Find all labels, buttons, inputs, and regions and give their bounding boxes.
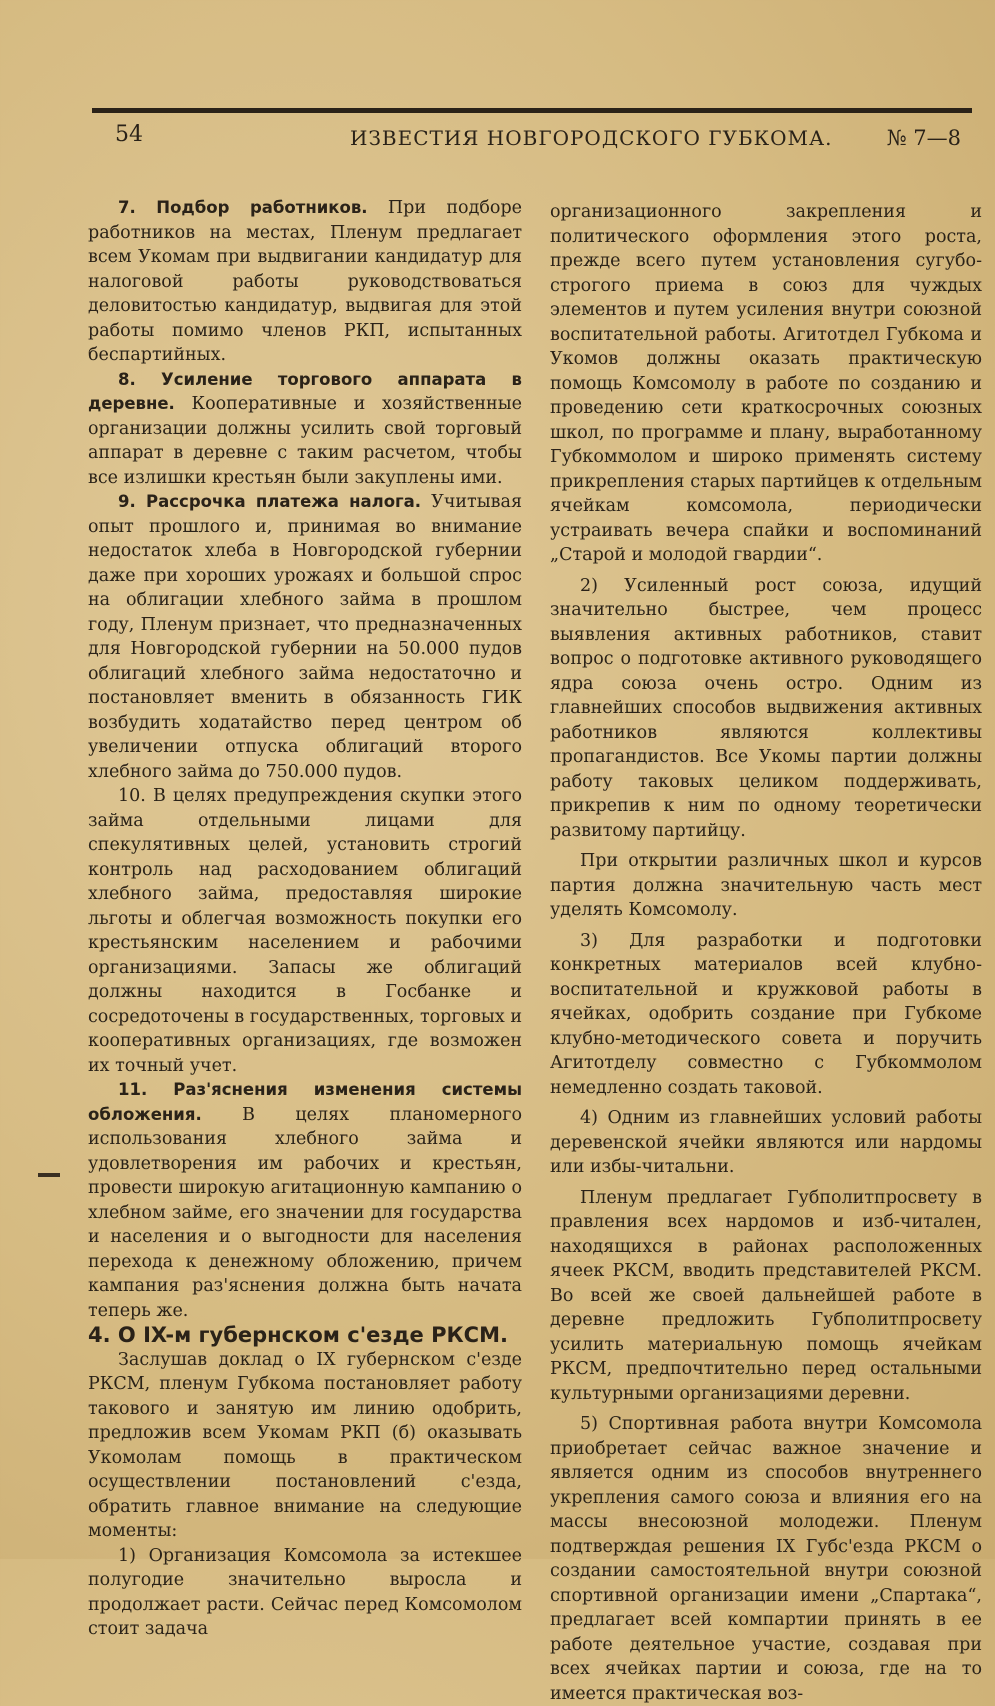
schools-paragraph: При открытии различных школ и курсов партия должна значительную часть мест уделять Комсомолу. (550, 851, 982, 920)
point-2: 2) Усиленный рост союза, идущий значительно быстрее, чем процесс выявления активных работников, ставит вопрос о подготовке активного руководящего ядра союза очень остро. Одним из главнейших способов выдвижения активных работников являются коллективы пропагандистов. Все Укомы партии должны работу таковых целиком поддерживать, прикрепив к ним по одному теоретически развитому партийцу. (550, 575, 982, 841)
margin-mark (38, 1173, 60, 1177)
item-8 (88, 368, 522, 491)
item-8-heading: 8. Усиление торгового аппарата в деревне. (88, 369, 522, 413)
right-column (550, 200, 982, 1706)
header-rule (92, 108, 972, 113)
plenum-paragraph: Пленум предлагает Губполитпросвету в правления всех нардомов и изб-читален, находящихся в районах расположенных ячеек РКСМ, вводить представителей РКСМ. Во всей же своей дальнейшей работе в деревне предложить Губполитпросвету усилить материальную помощь ячейкам РКСМ, предпочтительно перед остальными культурными организациями деревни. (550, 1187, 982, 1404)
item-11-text: В целях планомерного использования хлебного займа и удовлетворения им рабочих и крестьян, провести широкую агитационную кампанию о хлебном займе, его значении для государства и населения и о выгодности для населения перехода к денежному обложению, причем кампания раз'яснения должна быть начата теперь же. (88, 1104, 522, 1321)
item-10 (88, 784, 522, 1078)
point-4: 4) Одним из главнейших условий работы деревенской ячейки являются или нардомы или избы-читальни. (550, 1108, 982, 1177)
item-10-text: В целях предупреждения скупки этого займа отдельными лицами для спекулятивных целей, установить строгий контроль над расходованием облигаций хлебного займа, предоставляя широкие льготы и облегчая возможность покупки его крестьянским населением и рабочими организациями. Запасы же облигаций должны находится в Госбанке и сосредоточены в государственных, торговых и кооперативных организациях, где возможен их точный учет. (88, 786, 522, 1076)
item-8-text: Кооперативные и хозяйственные организации должны усилить свой торговый аппарат в деревне с таким расчетом, чтобы все излишки крестьян были закуплены ими. (88, 394, 522, 488)
item-7 (88, 196, 522, 368)
point-3: 3) Для разработки и подготовки конкретных материалов всей клубно-воспитательной и кружковой работы в ячейках, одобрить создание при Губкоме клубно-методического совета и поручить Агитотделу совместно с Губкоммолом немедленно создать таковой. (550, 930, 982, 1098)
item-10-heading: 10. (118, 786, 146, 806)
item-11 (88, 1078, 522, 1323)
left-column (88, 196, 522, 1642)
item-11-heading: 11. Раз'яснения изменения системы обложения. (88, 1080, 522, 1124)
item-9-text: Учитывая опыт прошлого и, принимая во внимание недостаток хлеба в Новгородской губернии даже при хороших урожаях и большой спрос на облигации хлебного займа в прошлом году, Пленум признает, что предназначенных для Новгородской губернии на 50.000 пудов облигаций хлебного займа недостаточно и постановляет вменить в обязанность ГИК возбудить ходатайство перед центром об увеличении отпуска облигаций второго хлебного займа до 750.000 пудов. (88, 492, 522, 782)
page-number: 54 (115, 122, 143, 147)
item-7-text: При подборе работников на местах, Пленум предлагает всем Укомам при выдвигании кандидатур для налоговой работы руководствоваться деловитостью кандидатур, выдвигая для этой работы помимо членов РКП, испытанных беспартийных. (88, 198, 522, 365)
section-4-intro: Заслушав доклад о IX губернском с'езде РКСМ, пленум Губкома постановляет работу такового и занятую им линию одобрить, предложив всем Укомам РКП (б) оказывать Укомолам помощь в практическом осуществлении постановлений с'езда, обратить главное внимание на следующие моменты: (88, 1349, 522, 1541)
section-4-heading: 4. О IX-м губернском с'езде РКСМ. (88, 1323, 508, 1347)
journal-title: ИЗВЕСТИЯ НОВГОРОДСКОГО ГУБКОМА. (350, 126, 833, 150)
issue-number: № 7—8 (886, 126, 961, 150)
section-4-point-1: 1) Организация Комсомола за истекшее полугодие значительно выросла и продолжает расти. Сейчас перед Комсомолом стоит задача (88, 1545, 522, 1639)
item-7-heading: 7. Подбор работников. (118, 198, 368, 217)
point-5: 5) Спортивная работа внутри Комсомола приобретает сейчас важное значение и является одним из способов внутреннего укрепления самого союза и влияния его на массы внесоюзной молодежи. Пленум подтверждая решения IX Губс'езда РКСМ о создании самостоятельной внутри союзной спортивной организации имени „Спартака“, предлагает всей компартии принять в ее работе деятельное участие, создавая при всех ячейках партии и союза, где на то имеется практическая воз- (550, 1414, 982, 1704)
item-9 (88, 490, 522, 784)
page-header (115, 122, 965, 162)
point-1-continued: организационного закрепления и политического оформления этого роста, прежде всего путем установления сугубо-строгого приема в союз для чуждых элементов и путем усиления внутри союзной воспитательной работы. Агитотдел Губкома и Укомов должны оказать практическую помощь Комсомолу в работе по созданию и проведению сети краткосрочных союзных школ, по программе и плану, выработанному Губкоммолом и широко применять систему прикрепления старых партийцев к отдельным ячейкам комсомола, периодически устраивать вечера спайки и воспоминаний „Старой и молодой гвардии“. (550, 202, 982, 565)
item-9-heading: 9. Рассрочка платежа налога. (118, 492, 422, 511)
